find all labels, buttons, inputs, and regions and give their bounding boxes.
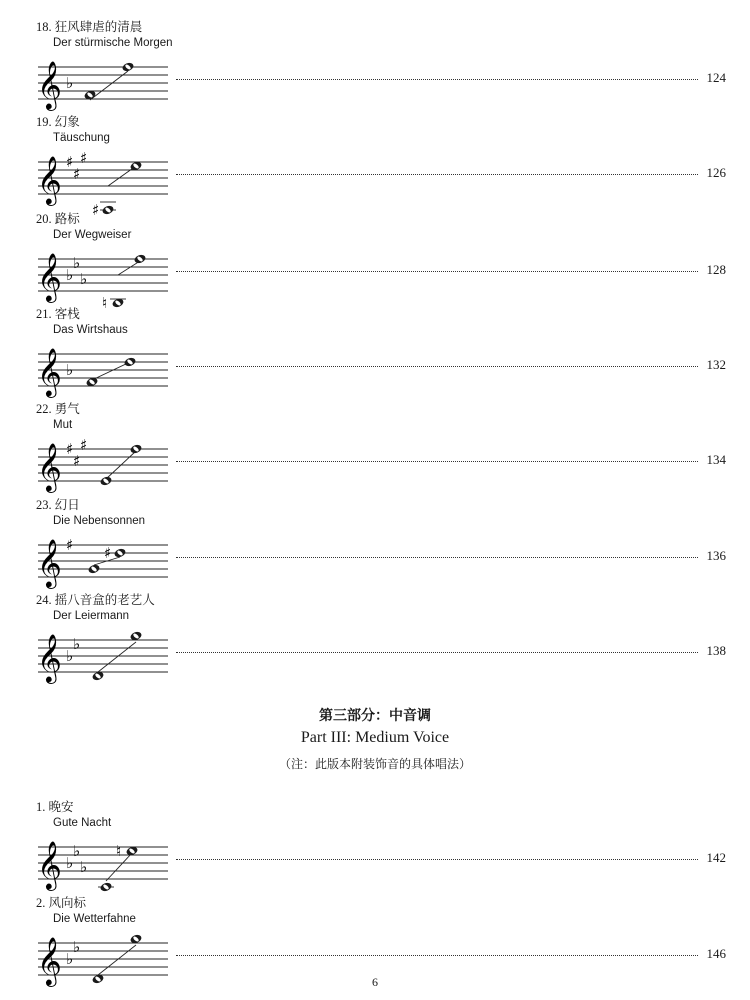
- entry-title-de: Die Nebensonnen: [53, 515, 146, 527]
- treble-clef-icon: 𝄞: [37, 60, 62, 109]
- range-staff: [36, 829, 171, 887]
- entry-title-cn: 2. 风向标: [36, 896, 87, 910]
- flat-icon: ♭: [66, 950, 74, 968]
- entry-title-cn: 23. 幻日: [36, 498, 80, 512]
- treble-clef-icon: 𝄞: [37, 538, 62, 587]
- flat-icon: ♭: [73, 938, 81, 956]
- entry-title-cn: 1. 晚安: [36, 800, 74, 814]
- high-note: [133, 254, 146, 265]
- range-staff: [36, 431, 171, 489]
- treble-clef-icon: 𝄞: [37, 633, 62, 682]
- page-number: 134: [706, 452, 726, 467]
- page-number: 142: [706, 850, 726, 865]
- flat-icon: ♭: [66, 74, 74, 92]
- sharp-icon: ♯: [66, 153, 74, 171]
- flat-icon: ♭: [80, 270, 88, 288]
- toc-entry-23[interactable]: [36, 495, 726, 590]
- entry-title-de: Täuschung: [53, 132, 110, 144]
- dot-leader: [176, 174, 698, 175]
- toc-entry-20[interactable]: [36, 209, 726, 312]
- dot-leader: [176, 79, 698, 80]
- treble-clef-icon: 𝄞: [37, 252, 62, 301]
- flat-icon: ♭: [66, 854, 74, 872]
- toc-entry-18[interactable]: [36, 17, 726, 112]
- dot-leader: [176, 271, 698, 272]
- section-title-en: Part III: Medium Voice: [300, 729, 450, 746]
- toc-entry-1[interactable]: [36, 797, 726, 892]
- dot-leader: [176, 859, 698, 860]
- sharp-icon: ♯: [92, 201, 100, 219]
- flat-icon: ♭: [80, 858, 88, 876]
- page-number: 126: [706, 165, 726, 180]
- sharp-icon: ♯: [73, 452, 81, 470]
- natural-icon: ♮: [102, 294, 108, 312]
- entry-title-de: Der stürmische Morgen: [53, 37, 173, 49]
- entry-title-de: Gute Nacht: [53, 817, 112, 829]
- page-number: 138: [706, 643, 726, 658]
- entry-title-de: Der Wegweiser: [53, 229, 132, 241]
- treble-clef-icon: 𝄞: [37, 442, 62, 491]
- high-note: [116, 842, 139, 860]
- range-staff: [36, 622, 171, 680]
- dot-leader: [176, 652, 698, 653]
- low-note: [87, 564, 100, 575]
- flat-icon: ♭: [66, 361, 74, 379]
- entry-title-cn: 20. 路标: [36, 212, 80, 226]
- toc-entry-22[interactable]: [36, 399, 726, 494]
- dot-leader: [176, 366, 698, 367]
- page-number: 136: [706, 548, 726, 563]
- range-staff: [36, 527, 171, 585]
- entry-title-cn: 22. 勇气: [36, 402, 80, 416]
- flat-icon: ♭: [66, 647, 74, 665]
- treble-clef-icon: 𝄞: [37, 936, 62, 985]
- entry-title-cn: 19. 幻象: [36, 115, 80, 129]
- dot-leader: [176, 557, 698, 558]
- flat-icon: ♭: [73, 635, 81, 653]
- low-note: [99, 476, 112, 487]
- range-staff: [36, 336, 171, 394]
- sharp-icon: ♯: [104, 544, 112, 562]
- page-number: 128: [706, 262, 726, 277]
- entry-title-de: Die Wetterfahne: [53, 913, 136, 925]
- natural-icon: ♮: [116, 842, 122, 860]
- flat-icon: ♭: [73, 842, 81, 860]
- section-note: （注：此版本附装饰音的具体唱法）: [278, 757, 471, 771]
- page-number: 146: [706, 946, 726, 961]
- section-title-cn: 第三部分：中音调: [319, 708, 431, 724]
- flat-icon: ♭: [73, 254, 81, 272]
- entry-title-cn: 24. 摇八音盒的老艺人: [36, 593, 155, 607]
- high-note: [129, 444, 142, 455]
- range-staff: [36, 241, 171, 312]
- page-number: 132: [706, 357, 726, 372]
- toc-entry-21[interactable]: [36, 304, 726, 399]
- high-note: [123, 357, 136, 368]
- page-number: 124: [706, 70, 726, 85]
- dot-leader: [176, 461, 698, 462]
- treble-clef-icon: 𝄞: [37, 347, 62, 396]
- high-note: [121, 62, 134, 73]
- toc-entry-24[interactable]: [36, 590, 726, 685]
- sharp-icon: ♯: [73, 165, 81, 183]
- treble-clef-icon: 𝄞: [37, 840, 62, 889]
- dot-leader: [176, 955, 698, 956]
- sharp-icon: ♯: [66, 440, 74, 458]
- low-note: [98, 882, 114, 893]
- sharp-icon: ♯: [80, 436, 88, 454]
- sharp-icon: ♯: [66, 536, 74, 554]
- entry-title-de: Der Leiermann: [53, 610, 130, 622]
- range-staff: [36, 49, 171, 107]
- page-folio: 6: [372, 975, 378, 989]
- toc-entry-2[interactable]: [36, 893, 726, 988]
- high-note: [104, 544, 127, 562]
- entry-title-cn: 21. 客栈: [36, 307, 80, 321]
- flat-icon: ♭: [66, 266, 74, 284]
- entry-title-de: Das Wirtshaus: [53, 324, 128, 336]
- entry-title-cn: 18. 狂风肆虐的清晨: [36, 20, 143, 34]
- sharp-icon: ♯: [80, 149, 88, 167]
- entry-title-de: Mut: [53, 419, 73, 431]
- treble-clef-icon: 𝄞: [37, 155, 62, 204]
